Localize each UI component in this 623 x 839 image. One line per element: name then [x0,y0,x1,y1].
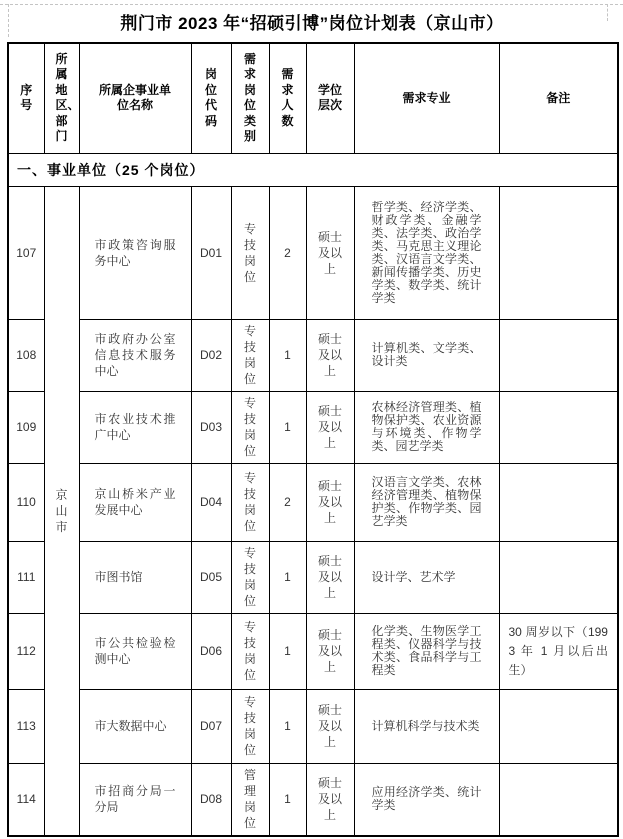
cell-headcount: 1 [269,541,306,613]
cell-position-category: 专技岗位 [231,391,269,463]
cell-serial: 110 [8,463,44,541]
cell-required-majors: 农林经济管理类、植物保护类、农业资源与环境类、作物学类、园艺学类 [354,391,499,463]
position-row [8,541,618,613]
position-row [8,613,618,689]
cell-remark [499,186,618,319]
cell-unit-name: 市招商分局一分局 [79,763,191,836]
position-row [8,463,618,541]
document-title: 荆门市 2023 年“招硕引博”岗位计划表（京山市） [120,14,504,33]
section-title: 一、事业单位（25 个岗位） [8,153,618,186]
section-row [8,153,618,186]
cell-position-category: 专技岗位 [231,541,269,613]
cell-remark [499,391,618,463]
cell-degree-level: 硕士及以上 [306,613,354,689]
cell-serial: 107 [8,186,44,319]
cell-headcount: 1 [269,319,306,391]
cell-remark [499,763,618,836]
cell-unit-name: 市大数据中心 [79,689,191,763]
cell-required-majors: 哲学类、经济学类、财政学类、金融学类、法学类、政治学类、马克思主义理论类、汉语言文学类、新闻传播学类、历史学类、数学类、统计学类 [354,186,499,319]
cell-serial: 113 [8,689,44,763]
cell-unit-name: 市公共检验检测中心 [79,613,191,689]
cell-unit-name: 市政府办公室信息技术服务中心 [79,319,191,391]
position-row [8,689,618,763]
cell-serial: 109 [8,391,44,463]
cell-position-code: D08 [191,763,231,836]
cell-position-category: 专技岗位 [231,186,269,319]
cell-position-code: D03 [191,391,231,463]
cell-required-majors: 汉语言文学类、农林经济管理类、植物保护类、作物学类、园艺学类 [354,463,499,541]
cell-required-majors: 应用经济学类、统计学类 [354,763,499,836]
cell-degree-level: 硕士及以上 [306,689,354,763]
cell-headcount: 1 [269,613,306,689]
cell-serial: 112 [8,613,44,689]
position-plan-table [7,42,619,837]
cell-degree-level: 硕士及以上 [306,391,354,463]
cell-headcount: 1 [269,763,306,836]
cell-degree-level: 硕士及以上 [306,319,354,391]
cell-headcount: 2 [269,186,306,319]
cell-unit-name: 市政策咨询服务中心 [79,186,191,319]
cell-degree-level: 硕士及以上 [306,541,354,613]
cell-headcount: 1 [269,391,306,463]
cell-position-category: 专技岗位 [231,463,269,541]
page-boundary-top-line [0,4,623,5]
cell-headcount: 1 [269,689,306,763]
cell-remark [499,463,618,541]
cell-remark [499,541,618,613]
cell-region: 京山市 [44,186,79,836]
cell-remark [499,319,618,391]
header-position-category: 需求岗位类别 [231,43,269,153]
position-row [8,763,618,836]
header-required-majors: 需求专业 [354,43,499,153]
header-remark: 备注 [499,43,618,153]
header-serial: 序号 [8,43,44,153]
position-row [8,319,618,391]
cell-position-code: D02 [191,319,231,391]
cell-remark [499,689,618,763]
cell-position-code: D04 [191,463,231,541]
cell-position-category: 专技岗位 [231,319,269,391]
header-degree-level: 学位层次 [306,43,354,153]
cell-serial: 114 [8,763,44,836]
cell-required-majors: 计算机类、文学类、设计类 [354,319,499,391]
cell-position-category: 专技岗位 [231,613,269,689]
cell-position-category: 管理岗位 [231,763,269,836]
position-row [8,186,618,319]
header-unit-name: 所属企事业单位名称 [79,43,191,153]
header-region-department: 所属地区、部门 [44,43,79,153]
cell-position-category: 专技岗位 [231,689,269,763]
cell-degree-level: 硕士及以上 [306,463,354,541]
cell-unit-name: 市图书馆 [79,541,191,613]
cell-serial: 111 [8,541,44,613]
cell-position-code: D01 [191,186,231,319]
cell-position-code: D07 [191,689,231,763]
cell-remark: 30 周岁以下（1993 年 1 月以后出生） [499,613,618,689]
cell-unit-name: 京山桥米产业发展中心 [79,463,191,541]
cell-serial: 108 [8,319,44,391]
cell-required-majors: 计算机科学与技术类 [354,689,499,763]
cell-degree-level: 硕士及以上 [306,763,354,836]
cell-required-majors: 设计学、艺术学 [354,541,499,613]
position-row [8,391,618,463]
cell-headcount: 2 [269,463,306,541]
header-headcount: 需求人数 [269,43,306,153]
table-header-row [8,43,618,153]
cell-required-majors: 化学类、生物医学工程类、仪器科学与技术类、食品科学与工程类 [354,613,499,689]
cell-degree-level: 硕士及以上 [306,186,354,319]
header-position-code: 岗位代码 [191,43,231,153]
cell-position-code: D05 [191,541,231,613]
cell-unit-name: 市农业技术推广中心 [79,391,191,463]
cell-position-code: D06 [191,613,231,689]
